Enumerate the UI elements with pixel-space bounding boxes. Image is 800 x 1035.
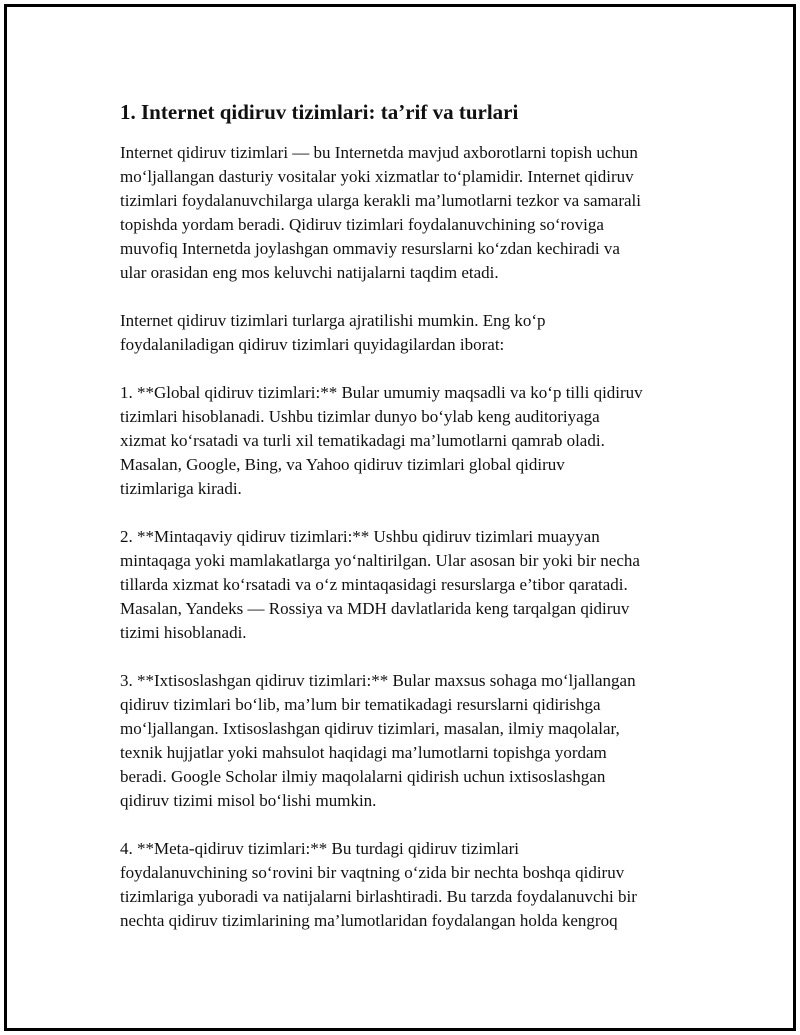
page-frame (4, 4, 796, 1031)
text-line: mo‘ljallangan dasturiy vositalar yoki xizmatlar to‘plamidir. Internet qidiruv (120, 167, 634, 186)
text-line: Masalan, Google, Bing, va Yahoo qidiruv tizimlari global qidiruv (120, 455, 565, 474)
text-line: qidiruv tizimi misol bo‘lishi mumkin. (120, 791, 377, 810)
text-line: xizmat ko‘rsatadi va turli xil tematikadagi ma’lumotlarni qamrab oladi. (120, 431, 605, 450)
paragraph-meta-search (120, 837, 710, 933)
text-line: Masalan, Yandeks — Rossiya va MDH davlatlarida keng tarqalgan qidiruv (120, 599, 630, 618)
text-line: Internet qidiruv tizimlari — bu Internetda mavjud axborotlarni topish uchun (120, 143, 638, 162)
text-line: topishda yordam beradi. Qidiruv tizimlari foydalanuvchining so‘roviga (120, 215, 604, 234)
text-line: beradi. Google Scholar ilmiy maqolalarni qidirish uchun ixtisoslashgan (120, 767, 606, 786)
paragraph-specialized-search (120, 669, 710, 813)
text-line: muvofiq Internetda joylashgan ommaviy resurslarni ko‘zdan kechiradi va (120, 239, 620, 258)
text-line: texnik hujjatlar yoki mahsulot haqidagi ma’lumotlarni topishga yordam (120, 743, 607, 762)
text-line: 1. **Global qidiruv tizimlari:** Bular umumiy maqsadli va ko‘p tilli qidiruv (120, 383, 643, 402)
text-line: tizimlari foydalanuvchilarga ularga kerakli ma’lumotlarni tezkor va samarali (120, 191, 641, 210)
text-line: 3. **Ixtisoslashgan qidiruv tizimlari:** Bular maxsus sohaga mo‘ljallangan (120, 671, 636, 690)
paragraph-intro-types (120, 309, 710, 357)
text-line: foydalanuvchining so‘rovini bir vaqtning o‘zida bir nechta boshqa qidiruv (120, 863, 625, 882)
text-line: nechta qidiruv tizimlarining ma’lumotlaridan foydalangan holda kengroq (120, 911, 618, 930)
text-line: mo‘ljallangan. Ixtisoslashgan qidiruv tizimlari, masalan, ilmiy maqolalar, (120, 719, 620, 738)
text-line: Internet qidiruv tizimlari turlarga ajratilishi mumkin. Eng ko‘p (120, 311, 546, 330)
text-line: qidiruv tizimlari bo‘lib, ma’lum bir tematikadagi resurslarni qidirishga (120, 695, 601, 714)
text-line: foydalaniladigan qidiruv tizimlari quyidagilardan iborat: (120, 335, 505, 354)
text-line: tizimi hisoblanadi. (120, 623, 247, 642)
text-line: tizimlariga kiradi. (120, 479, 242, 498)
text-line: tizimlariga yuboradi va natijalarni birlashtiradi. Bu tarzda foydalanuvchi bir (120, 887, 637, 906)
paragraph-definition (120, 141, 710, 285)
text-line: tillarda xizmat ko‘rsatadi va o‘z mintaqasidagi resurslarga e’tibor qaratadi. (120, 575, 628, 594)
paragraph-global-search (120, 381, 710, 501)
paragraph-regional-search (120, 525, 710, 645)
text-line: mintaqaga yoki mamlakatlarga yo‘naltirilgan. Ular asosan bir yoki bir necha (120, 551, 640, 570)
text-line: 2. **Mintaqaviy qidiruv tizimlari:** Ushbu qidiruv tizimlari muayyan (120, 527, 600, 546)
section-heading: 1. Internet qidiruv tizimlari: ta’rif va turlari (120, 100, 519, 124)
text-line: tizimlari hisoblanadi. Ushbu tizimlar dunyo bo‘ylab keng auditoriyaga (120, 407, 600, 426)
text-line: 4. **Meta-qidiruv tizimlari:** Bu turdagi qidiruv tizimlari (120, 839, 519, 858)
document-body (120, 99, 710, 957)
text-line: ular orasidan eng mos keluvchi natijalarni taqdim etadi. (120, 263, 499, 282)
